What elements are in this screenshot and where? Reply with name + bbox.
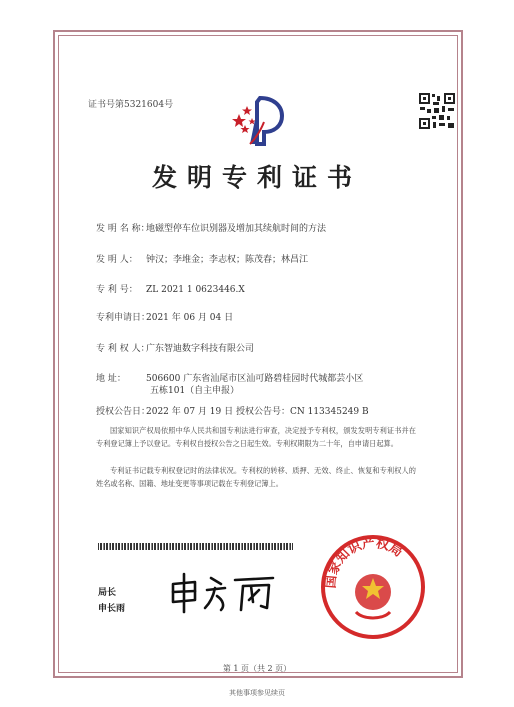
official-seal-icon	[318, 532, 428, 642]
barcode-strip	[98, 543, 293, 550]
seal-text: 国家知识产权局	[323, 535, 406, 589]
field-value: 地磁型停车位识别器及增加其续航时间的方法	[146, 224, 327, 234]
field-filing-date	[96, 310, 233, 323]
certificate-number: 证书号第5321604号	[88, 100, 174, 110]
field-grant-date	[96, 404, 369, 417]
field-patent-number	[96, 282, 245, 295]
field-label: 发 明 名 称：	[96, 224, 150, 234]
field-value: 2022 年 07 月 19 日 授权公告号：CN 113345249 B	[146, 407, 369, 417]
notice-paragraph-1: 国家知识产权局依照中华人民共和国专利法进行审查，决定授予专利权，颁发发明专利证书并在专利登记簿上予以登记。专利权自授权公告之日起生效。专利权期限为二十年，自申请日起算。	[96, 426, 416, 448]
director-title: 局长	[98, 588, 117, 598]
handwritten-signature	[165, 572, 280, 614]
field-value: 2021 年 06 月 04 日	[146, 313, 234, 323]
notice-paragraph-2: 专利证书记载专利权登记时的法律状况。专利权的转移、质押、无效、终止、恢复和专利权人的姓名或名称、国籍、地址变更等事项记载在专利登记簿上。	[96, 466, 416, 488]
footer-note: 其他事项参见续页	[229, 689, 285, 697]
field-value: 506600 广东省汕尾市区汕可路碧桂园时代城都芸小区	[146, 374, 364, 384]
field-label: 专利申请日：	[96, 313, 151, 323]
field-patentee	[96, 341, 254, 354]
field-label: 专 利 权 人：	[96, 344, 150, 354]
director-name: 申长雨	[98, 604, 126, 614]
address-line-2: 五栋101（自主申报）	[150, 386, 240, 396]
field-label: 专 利 号：	[96, 285, 138, 295]
qr-code-icon	[418, 92, 456, 130]
field-value: ZL 2021 1 0623446.X	[146, 285, 245, 295]
field-label: 授权公告日：	[96, 407, 151, 417]
field-label: 地 址：	[96, 374, 126, 384]
field-inventors	[96, 252, 308, 265]
field-label: 发 明 人：	[96, 255, 138, 265]
page-number: 第 1 页（共 2 页）	[222, 664, 292, 673]
field-value: 广东智迪数字科技有限公司	[146, 344, 255, 354]
field-value: 钟汉；李堆金；李志权；陈茂春；林昌江	[146, 255, 309, 265]
field-invention-name	[96, 221, 326, 234]
certificate-title: 发明专利证书	[151, 163, 362, 192]
cnipa-logo-icon	[230, 92, 292, 148]
